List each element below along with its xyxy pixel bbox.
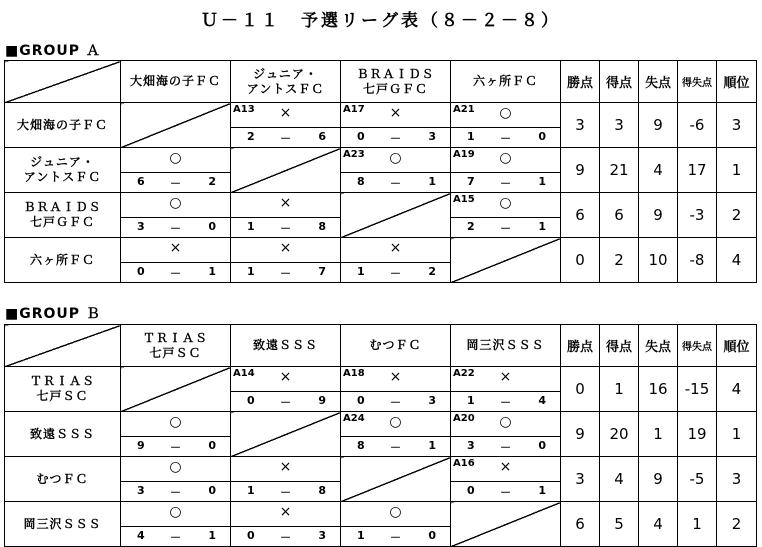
corner-cell [5, 325, 121, 367]
score-dash: － [500, 177, 511, 190]
team-name-line: 大畑海の子ＦＣ [16, 117, 108, 132]
match-result-mark: × [499, 369, 512, 385]
match-result-mark: × [499, 459, 512, 475]
match-result-mark: ○ [169, 459, 182, 475]
match-score [341, 262, 450, 282]
match-code: A13 [233, 104, 255, 115]
column-team-header [121, 61, 231, 103]
score-opponent: 0 [538, 439, 546, 452]
score-opponent: 0 [208, 484, 216, 497]
match-score [451, 391, 560, 411]
match-score [451, 436, 560, 456]
score-opponent: 4 [538, 394, 546, 407]
row-team-name [5, 502, 121, 547]
match-code: A19 [453, 149, 475, 160]
score-opponent: 0 [538, 130, 546, 143]
score-opponent: 3 [318, 529, 326, 542]
stat-header: 得失点 [678, 61, 717, 103]
match-score [121, 481, 230, 501]
score-opponent: 1 [428, 439, 436, 452]
match-result-mark: × [279, 240, 292, 256]
match-score [121, 262, 230, 282]
score-opponent: 0 [208, 220, 216, 233]
stat-header: 勝点 [561, 325, 600, 367]
score-own: 0 [137, 265, 145, 278]
stat-value: 5 [600, 502, 639, 547]
match-result-mark: × [279, 459, 292, 475]
corner-cell [5, 61, 121, 103]
stat-value: 6 [561, 502, 600, 547]
team-name-line: 七戸ＧＦＣ [29, 215, 95, 229]
score-own: 1 [357, 265, 365, 278]
match-cell [451, 148, 561, 193]
score-own: 3 [467, 439, 475, 452]
stat-value: 4 [717, 367, 757, 412]
score-own: 1 [247, 484, 255, 497]
stat-value: 9 [561, 412, 600, 457]
self-match-cell [341, 193, 451, 238]
match-cell [451, 412, 561, 457]
score-dash: － [170, 441, 181, 454]
score-own: 2 [247, 130, 255, 143]
team-name-line: むつＦＣ [369, 338, 422, 352]
stat-value: 17 [678, 148, 717, 193]
match-cell [451, 193, 561, 238]
stat-value: -8 [678, 238, 717, 283]
score-opponent: 1 [538, 175, 546, 188]
match-score [451, 127, 560, 147]
group-b-label: ■GROUP Ｂ [5, 306, 101, 322]
self-match-cell [451, 502, 561, 547]
table-row [5, 457, 757, 502]
match-cell [231, 457, 341, 502]
score-dash: － [500, 441, 511, 454]
score-own: 6 [137, 175, 145, 188]
stat-value: 9 [639, 103, 678, 148]
score-own: 0 [467, 484, 475, 497]
column-team-header [451, 61, 561, 103]
score-opponent: 9 [318, 394, 326, 407]
stat-header: 失点 [639, 325, 678, 367]
score-own: 1 [467, 130, 475, 143]
stat-value: 0 [561, 238, 600, 283]
match-code: A14 [233, 368, 255, 379]
team-name-line: アントスＦＣ [23, 170, 102, 184]
stat-value: 4 [600, 457, 639, 502]
match-score [231, 391, 340, 411]
score-dash: － [170, 267, 181, 280]
stat-value: 21 [600, 148, 639, 193]
column-team-header [231, 61, 341, 103]
stat-value: 1 [717, 148, 757, 193]
score-opponent: 0 [428, 529, 436, 542]
match-result-mark: ○ [169, 414, 182, 430]
match-code: A23 [343, 149, 365, 160]
stat-value: 9 [561, 148, 600, 193]
stat-header: 得点 [600, 61, 639, 103]
match-score [121, 217, 230, 237]
stat-header: 得失点 [678, 325, 717, 367]
match-score [231, 481, 340, 501]
score-dash: － [390, 177, 401, 190]
stat-header: 勝点 [561, 61, 600, 103]
stat-value: -3 [678, 193, 717, 238]
match-result-mark: ○ [389, 414, 402, 430]
score-own: 2 [467, 220, 475, 233]
score-opponent: 1 [538, 220, 546, 233]
stat-header: 失点 [639, 61, 678, 103]
stat-value: 6 [561, 193, 600, 238]
column-team-header [341, 61, 451, 103]
match-score [451, 172, 560, 192]
match-result-mark: ○ [169, 195, 182, 211]
score-own: 8 [357, 439, 365, 452]
team-name-line: 七戸ＳＣ [149, 345, 202, 360]
team-name-line: ジュニア・ [30, 155, 95, 169]
match-code: A16 [453, 458, 475, 469]
match-result-mark: ○ [499, 105, 512, 121]
stat-value: 2 [717, 502, 757, 547]
match-score [121, 526, 230, 546]
score-dash: － [390, 441, 401, 454]
table-row [5, 238, 757, 283]
stat-value: 4 [639, 148, 678, 193]
table-row [5, 367, 757, 412]
score-opponent: 1 [428, 175, 436, 188]
score-dash: － [170, 222, 181, 235]
score-dash: － [280, 132, 291, 145]
match-cell [341, 502, 451, 547]
match-score [341, 391, 450, 411]
stat-value: 16 [639, 367, 678, 412]
match-result-mark: ○ [389, 150, 402, 166]
stat-value: 3 [717, 103, 757, 148]
score-opponent: 2 [428, 265, 436, 278]
table-row [5, 412, 757, 457]
score-own: 9 [137, 439, 145, 452]
self-match-cell [231, 148, 341, 193]
team-name-line: ＢＲＡＩＤＳ [23, 200, 102, 214]
score-own: 3 [137, 220, 145, 233]
team-name-line: ジュニア・ [253, 66, 318, 81]
match-result-mark: × [279, 504, 292, 520]
stat-value: 1 [678, 502, 717, 547]
match-result-mark: ○ [389, 504, 402, 520]
match-score [451, 217, 560, 237]
stat-value: 0 [561, 367, 600, 412]
score-own: 1 [467, 394, 475, 407]
table-row [5, 148, 757, 193]
score-opponent: 3 [428, 130, 436, 143]
score-opponent: 2 [208, 175, 216, 188]
score-own: 0 [247, 529, 255, 542]
score-own: 4 [137, 529, 145, 542]
score-opponent: 1 [538, 484, 546, 497]
team-name-line: アントスＦＣ [246, 81, 325, 96]
match-cell [231, 238, 341, 283]
stat-header: 順位 [717, 325, 757, 367]
stat-value: -15 [678, 367, 717, 412]
self-match-cell [121, 367, 231, 412]
score-dash: － [500, 222, 511, 235]
match-code: A15 [453, 194, 475, 205]
match-cell [121, 193, 231, 238]
match-cell [341, 103, 451, 148]
match-cell [121, 238, 231, 283]
score-dash: － [170, 531, 181, 544]
score-opponent: 3 [428, 394, 436, 407]
table-row [5, 103, 757, 148]
match-score [231, 262, 340, 282]
team-name-line: 七戸ＳＣ [36, 389, 89, 403]
match-cell [451, 367, 561, 412]
stat-value: 2 [717, 193, 757, 238]
team-name-line: 六ヶ所ＦＣ [472, 74, 538, 88]
team-name-line: ＴＲＩＡＳ [29, 374, 95, 388]
match-score [341, 127, 450, 147]
score-opponent: 1 [208, 265, 216, 278]
stat-value: 1 [600, 367, 639, 412]
group-b-table [4, 324, 757, 547]
self-match-cell [341, 457, 451, 502]
match-code: A22 [453, 368, 475, 379]
stat-value: -5 [678, 457, 717, 502]
page-title: Ｕ－１１ 予選リーグ表（８－２－８） [201, 11, 561, 31]
stat-value: 3 [717, 457, 757, 502]
stat-value: 6 [600, 193, 639, 238]
match-result-mark: ○ [499, 150, 512, 166]
league-table [4, 324, 757, 547]
match-score [121, 436, 230, 456]
table-row [5, 193, 757, 238]
score-dash: － [170, 177, 181, 190]
stat-value: 3 [561, 103, 600, 148]
score-own: 7 [467, 175, 475, 188]
stat-value: 2 [600, 238, 639, 283]
score-opponent: 7 [318, 265, 326, 278]
match-code: A21 [453, 104, 475, 115]
match-result-mark: × [169, 240, 182, 256]
group-a-label: ■GROUP Ａ [5, 43, 101, 59]
match-score [231, 217, 340, 237]
match-result-mark: × [389, 369, 402, 385]
match-cell [121, 148, 231, 193]
team-name-line: 致遠ＳＳＳ [29, 426, 95, 441]
match-cell [341, 367, 451, 412]
match-cell [451, 103, 561, 148]
score-own: 1 [247, 220, 255, 233]
score-dash: － [280, 531, 291, 544]
score-own: 0 [247, 394, 255, 407]
self-match-cell [121, 103, 231, 148]
score-own: 3 [137, 484, 145, 497]
match-result-mark: × [389, 105, 402, 121]
match-cell [451, 457, 561, 502]
match-result-mark: ○ [499, 195, 512, 211]
match-result-mark: ○ [169, 504, 182, 520]
score-own: 0 [357, 394, 365, 407]
score-dash: － [500, 486, 511, 499]
match-cell [231, 103, 341, 148]
match-result-mark: × [279, 195, 292, 211]
team-name-line: ＢＲＡＩＤＳ [356, 66, 435, 81]
score-opponent: 8 [318, 484, 326, 497]
score-dash: － [500, 132, 511, 145]
stat-header: 得点 [600, 325, 639, 367]
column-team-header [231, 325, 341, 367]
score-dash: － [390, 132, 401, 145]
team-name-line: ＴＲＩＡＳ [142, 330, 208, 345]
match-code: A18 [343, 368, 365, 379]
team-name-line: むつＦＣ [36, 471, 89, 486]
row-team-name [5, 412, 121, 457]
score-opponent: 0 [208, 439, 216, 452]
table-row [5, 502, 757, 547]
match-code: A17 [343, 104, 365, 115]
score-dash: － [280, 222, 291, 235]
row-team-name [5, 457, 121, 502]
match-result-mark: × [279, 105, 292, 121]
stat-value: 9 [639, 193, 678, 238]
match-cell [341, 238, 451, 283]
match-result-mark: × [279, 369, 292, 385]
match-score [341, 526, 450, 546]
row-team-name [5, 193, 121, 238]
column-team-header [121, 325, 231, 367]
score-own: 0 [357, 130, 365, 143]
match-cell [231, 367, 341, 412]
score-dash: － [170, 486, 181, 499]
match-code: A24 [343, 413, 365, 424]
match-score [231, 127, 340, 147]
score-own: 8 [357, 175, 365, 188]
stat-value: 4 [717, 238, 757, 283]
self-match-cell [451, 238, 561, 283]
team-name-line: 六ヶ所ＦＣ [29, 252, 95, 267]
stat-value: 10 [639, 238, 678, 283]
row-team-name [5, 238, 121, 283]
score-opponent: 1 [208, 529, 216, 542]
column-team-header [451, 325, 561, 367]
score-dash: － [390, 531, 401, 544]
match-cell [231, 193, 341, 238]
row-team-name [5, 103, 121, 148]
match-code: A20 [453, 413, 475, 424]
match-score [341, 172, 450, 192]
match-cell [121, 502, 231, 547]
team-name-line: 七戸ＧＦＣ [362, 81, 428, 96]
score-dash: － [390, 396, 401, 409]
stat-value: 1 [717, 412, 757, 457]
team-name-line: 大畑海の子ＦＣ [129, 74, 221, 88]
stat-value: 4 [639, 502, 678, 547]
league-table [4, 60, 757, 283]
score-dash: － [390, 267, 401, 280]
match-score [451, 481, 560, 501]
match-cell [341, 148, 451, 193]
self-match-cell [231, 412, 341, 457]
match-cell [341, 412, 451, 457]
team-name-line: 致遠ＳＳＳ [252, 338, 318, 352]
row-team-name [5, 367, 121, 412]
stat-value: -6 [678, 103, 717, 148]
score-own: 1 [357, 529, 365, 542]
score-opponent: 8 [318, 220, 326, 233]
stat-value: 3 [600, 103, 639, 148]
column-team-header [341, 325, 451, 367]
stat-value: 9 [639, 457, 678, 502]
match-result-mark: ○ [499, 414, 512, 430]
match-result-mark: ○ [169, 150, 182, 166]
score-dash: － [280, 267, 291, 280]
match-result-mark: × [389, 240, 402, 256]
stat-header: 順位 [717, 61, 757, 103]
match-cell [121, 412, 231, 457]
stat-value: 3 [561, 457, 600, 502]
match-score [341, 436, 450, 456]
score-opponent: 6 [318, 130, 326, 143]
match-score [121, 172, 230, 192]
score-dash: － [280, 396, 291, 409]
score-own: 1 [247, 265, 255, 278]
stat-value: 1 [639, 412, 678, 457]
score-dash: － [280, 486, 291, 499]
match-cell [121, 457, 231, 502]
team-name-line: 岡三沢ＳＳＳ [466, 338, 545, 352]
stat-value: 19 [678, 412, 717, 457]
match-cell [231, 502, 341, 547]
stat-value: 20 [600, 412, 639, 457]
team-name-line: 岡三沢ＳＳＳ [23, 516, 102, 531]
match-score [231, 526, 340, 546]
score-dash: － [500, 396, 511, 409]
group-a-table [4, 60, 757, 283]
row-team-name [5, 148, 121, 193]
